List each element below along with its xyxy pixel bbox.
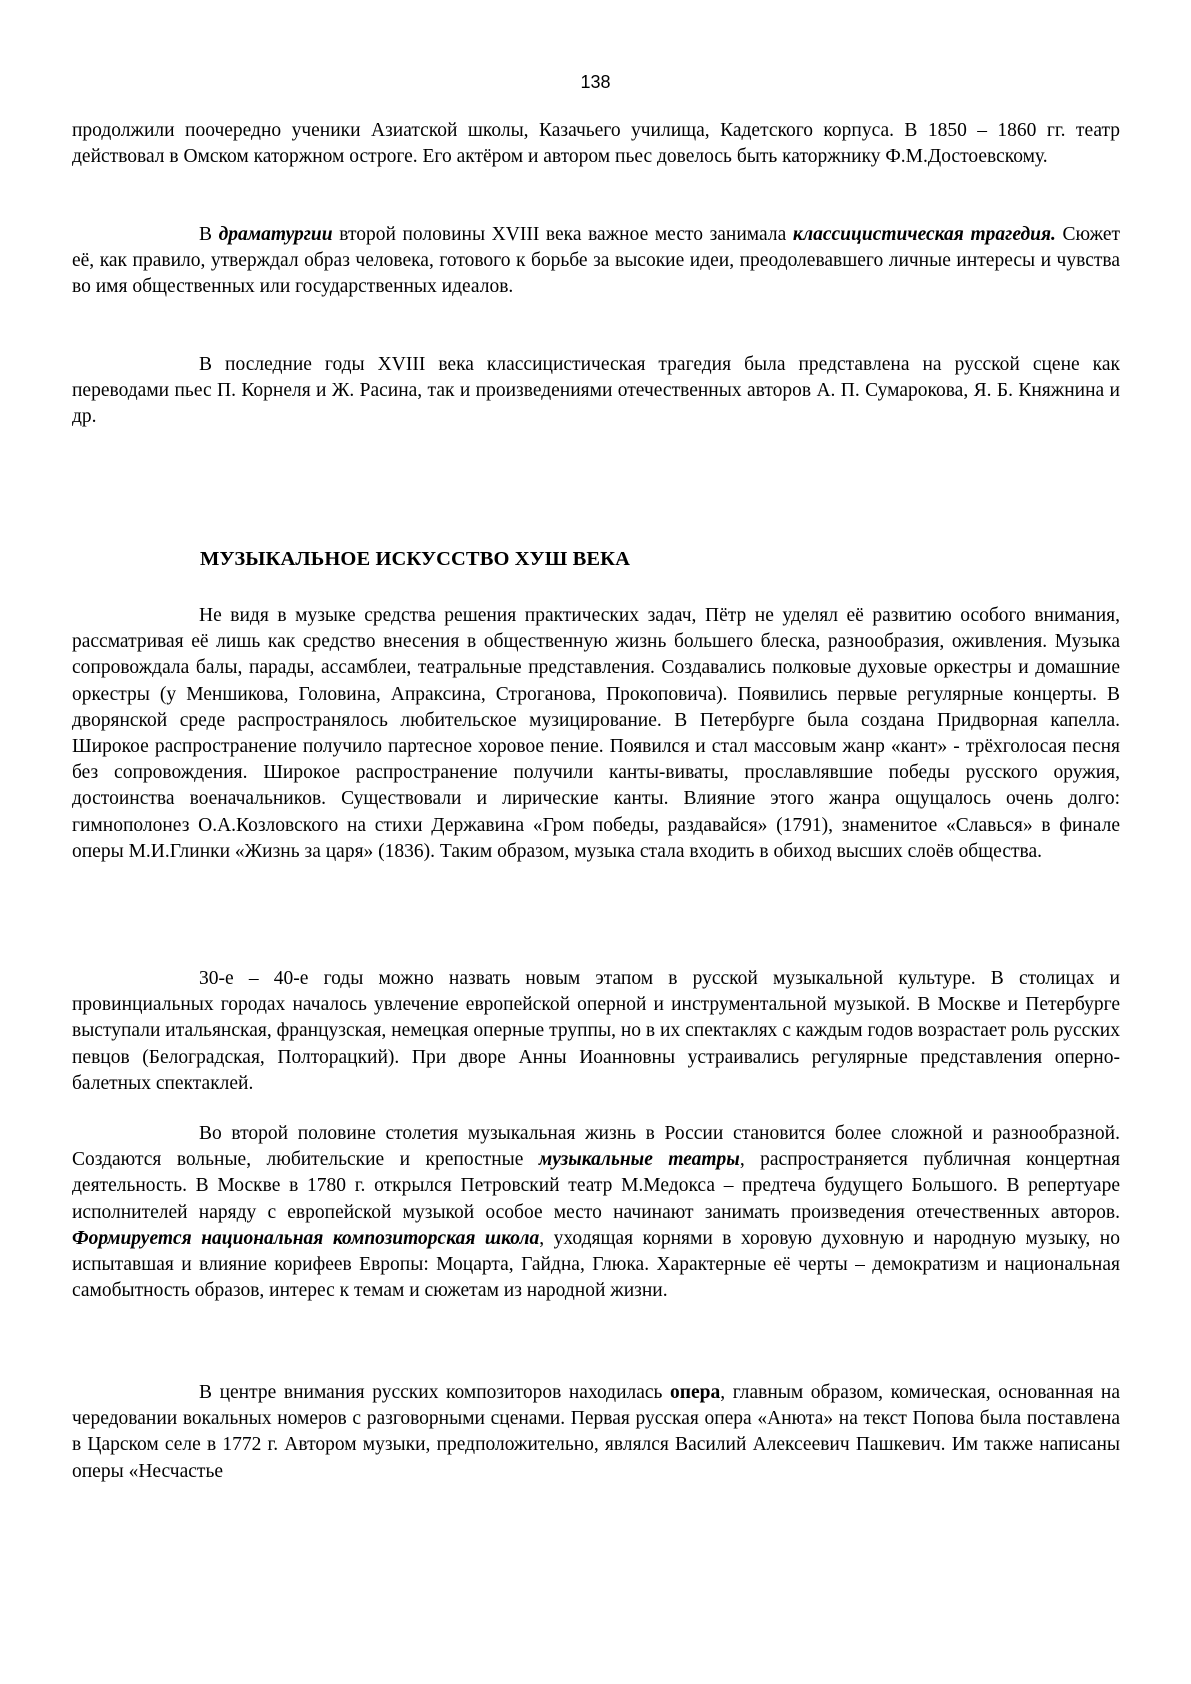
emphasis-classicist-tragedy: классицистическая трагедия.: [792, 224, 1056, 245]
paragraph-30s-40s: 30-е – 40-е годы можно назвать новым этапом в русской музыкальной культуре. В столицах и провинциальных городах началось увлечение европейской оперной и инструментальной музыкой. В Москве и Петербурге выступали итальянская, французская, немецкая оперные труппы, но в их спектаклях с каждым годов возрастает роль русских певцов (Белоградская, Полторацкий). При дворе Анны Иоанновны устраивались регулярные представления оперно-балетных спектаклей.: [72, 968, 1120, 1094]
emphasis-national-school: Формируется национальная композиторская школа: [72, 1227, 540, 1249]
section-heading: МУЗЫКАЛЬНОЕ ИСКУССТВО ХУШ ВЕКА: [200, 548, 631, 570]
text-run: В: [199, 224, 219, 245]
paragraph-last-years: В последние годы XVIII века классицистическая трагедия была представлена на русской сцене как переводами пьес П. Корнеля и Ж. Расина, так и произведениями отечественных авторов А. П. Сумарокова, Я. Б. Княжнина и др.: [72, 354, 1120, 428]
emphasis-opera: опера: [670, 1382, 721, 1403]
text-run: В центре внимания русских композиторов находилась: [199, 1382, 671, 1403]
text-run: , распространяется публичная концертная деятельность. В Москве в 1780 г. открылся Петровский театр М.Медокса – предтеча будущего Большого. В репертуаре исполнителей наряду с европейской музыкой особое место начинают занимать произведения отечественных авторов.: [72, 1149, 1120, 1223]
emphasis-dramaturgy: драматургии: [218, 224, 333, 245]
emphasis-music-theatres: музыкальные театры: [538, 1149, 740, 1171]
paragraph-second-half: [72, 1121, 1120, 1304]
text-run: , главным образом, комическая, основанная на чередовании вокальных номеров с разговорными сценами. Первая русская опера «Анюта» на текст Попова была поставлена в Царском селе в 1772 г. Автором музыки, предположительно, являлся Василий Алексеевич Пашкевич. Им также написаны оперы «Несчастье: [72, 1382, 1120, 1482]
paragraph-opera: [72, 1380, 1120, 1485]
paragraph-theatre-continuation: продолжили поочередно ученики Азиатской школы, Казачьего училища, Кадетского корпуса. В 1850 – 1860 гг. театр действовал в Омском каторжном остроге. Его актёром и автором пьес довелось быть каторжнику Ф.М.Достоевскому.: [72, 120, 1120, 168]
text-run: , уходящая корнями в хоровую духовную и народную музыку, но испытавшая и влияние корифеев Европы: Моцарта, Гайдна, Глюка. Характерные её черты – демократизм и национальная самобытность образов, интерес к темам и сюжетам из народной жизни.: [72, 1227, 1120, 1302]
paragraph-dramaturgy: [72, 222, 1120, 301]
page-number: 138: [580, 72, 611, 92]
text-run: Во второй половине столетия музыкальная жизнь в России становится более сложной и разнообразной. Создаются вольные, любительские и крепостные: [72, 1123, 1120, 1171]
text-run: Сюжет её, как правило, утверждал образ человека, готового к борьбе за высокие идеи, преодолевавшего личные интересы и чувства во имя общественных или государственных идеалов.: [72, 224, 1120, 298]
paragraph-peter-music: Не видя в музыке средства решения практических задач, Пётр не уделял её развитию особого внимания, рассматривая её лишь как средство внесения в общественную жизнь большего блеска, разнообразия, оживления. Музыка сопровождала балы, парады, ассамблеи, театральные представления. Создавались полковые духовые оркестры и домашние оркестры (у Меншикова, Головина, Апраксина, Строганова, Прокоповича). Появились первые регулярные концерты. В дворянской среде распространялось любительское музицирование. В Петербурге была создана Придворная капелла. Широкое распространение получило партесное хоровое пение. Появился и стал массовым жанр «кант» - трёхголосая песня без сопровождения. Широкое распространение получили канты-виваты, прославлявшие победы русского оружия, достоинства военачальников. Существовали и лирические канты. Влияние этого жанра ощущалось очень долго: гимнополонез О.А.Козловского на стихи Державина «Гром победы, раздавайся» (1791), знаменитое «Славься» в финале оперы М.И.Глинки «Жизнь за царя» (1836). Таким образом, музыка стала входить в обиход высших слоёв общества.: [72, 605, 1120, 862]
text-run: второй половины XVIII века важное место занимала: [332, 224, 793, 245]
